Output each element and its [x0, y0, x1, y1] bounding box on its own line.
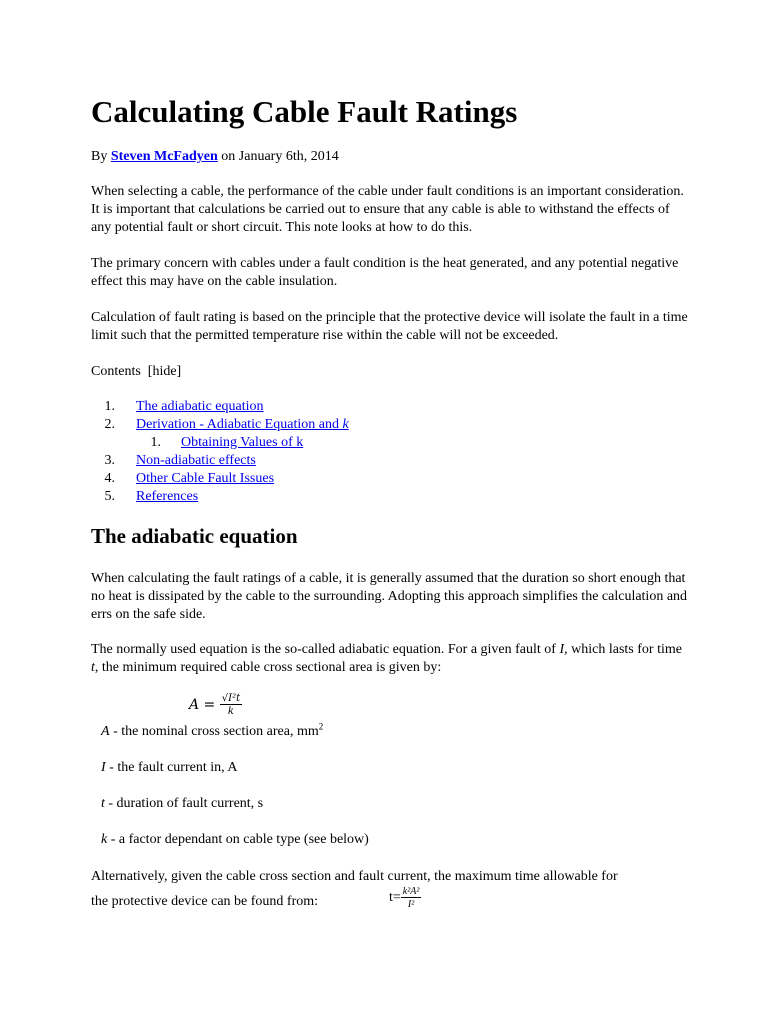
toc-link-derivation[interactable] — [136, 417, 349, 432]
contents-hide-toggle[interactable]: [hide] — [147, 364, 182, 379]
toc-number: 1. — [150, 435, 161, 450]
intro-paragraph-1: When selecting a cable, the performance of the cable under fault conditions is an important consideration. It is important that calculations be carried out to ensure that any cable is able to withstand the effects of any potential fault or short circuit. This note looks at how to do this. — [91, 184, 684, 235]
fraction-numerator: √I²t — [221, 693, 241, 704]
toc-link-references[interactable]: References — [136, 489, 199, 504]
section-paragraph-2 — [91, 641, 691, 677]
author-link[interactable]: Steven McFadyen — [110, 149, 218, 164]
toc-number: 1. — [104, 399, 115, 414]
definition-k — [101, 831, 701, 849]
toc-item — [91, 470, 349, 488]
symbol: t — [101, 796, 105, 811]
toc-number: 4. — [104, 471, 115, 486]
fraction-denominator: k — [227, 706, 234, 717]
symbol: I — [101, 760, 106, 775]
intro-paragraph-3: Calculation of fault rating is based on the principle that the protective device will isolate the fault in a time limit such that the permitted temperature rise within the cable will not be exceeded. — [91, 310, 688, 343]
toc-link-italic: k — [342, 417, 349, 432]
fraction-numerator: k²A² — [402, 886, 420, 897]
symbol-I: I — [559, 642, 565, 657]
equation-fraction — [220, 693, 242, 717]
symbol: A — [101, 724, 110, 739]
intro-paragraph-2: The primary concern with cables under a fault condition is the heat generated, and any potential negative effect this may have on the cable insulation. — [91, 256, 679, 289]
toc-item — [91, 452, 349, 470]
section-paragraph-3a: Alternatively, given the cable cross section and fault current, the maximum time allowable for — [91, 869, 618, 884]
toc-item — [91, 416, 349, 434]
contents-header — [91, 363, 691, 381]
text: , which lasts for time — [564, 642, 682, 657]
symbol-t: t — [91, 660, 95, 675]
toc-link-adiabatic-equation[interactable]: The adiabatic equation — [136, 399, 264, 414]
section-paragraph-1: When calculating the fault ratings of a cable, it is generally assumed that the duration so short enough that no heat is dissipated by the cable to the surrounding. Adopting this approach simplifies the calculation and errs on the safe side. — [91, 571, 688, 622]
definition-I — [101, 759, 701, 777]
definition-text: - the fault current in, A — [105, 760, 238, 775]
contents-label: Contents — [91, 364, 141, 379]
page-title: Calculating Cable Fault Ratings — [91, 94, 518, 129]
toc-number: 2. — [104, 417, 115, 432]
table-of-contents — [91, 398, 349, 506]
section-paragraph-3b: the protective device can be found from: — [91, 894, 319, 909]
equation-lhs: A = — [189, 697, 216, 713]
toc-subitem — [91, 434, 349, 452]
superscript: 2 — [318, 721, 324, 732]
toc-link-other-issues[interactable]: Other Cable Fault Issues — [136, 471, 275, 486]
definition-text: - the nominal cross section area, mm — [109, 724, 319, 739]
toc-link-non-adiabatic[interactable]: Non-adiabatic effects — [136, 453, 256, 468]
byline-date: on January 6th, 2014 — [217, 149, 339, 164]
text: The normally used equation is the so-called adiabatic equation. For a given fault of — [91, 642, 560, 657]
toc-link-text: Derivation - Adiabatic Equation and — [136, 417, 343, 432]
text: , the minimum required cable cross sectional area is given by: — [94, 660, 442, 675]
toc-item — [91, 488, 349, 506]
toc-number: 5. — [104, 489, 115, 504]
byline-prefix: By — [91, 149, 111, 164]
definition-text: - duration of fault current, s — [104, 796, 264, 811]
equation-lhs: t= — [389, 890, 401, 906]
byline — [91, 148, 691, 166]
definition-t — [101, 795, 701, 813]
equation-area — [189, 693, 242, 717]
definition-text: - a factor dependant on cable type (see below) — [107, 832, 369, 847]
toc-item — [91, 398, 349, 416]
toc-number: 3. — [104, 453, 115, 468]
toc-link-obtaining-values-k[interactable]: Obtaining Values of k — [181, 435, 304, 450]
equation-fraction — [401, 886, 422, 910]
fraction-denominator: I² — [407, 899, 415, 910]
equation-time — [389, 886, 421, 910]
symbol: k — [101, 832, 108, 847]
definition-A — [101, 723, 701, 741]
section-heading-adiabatic: The adiabatic equation — [91, 524, 298, 548]
